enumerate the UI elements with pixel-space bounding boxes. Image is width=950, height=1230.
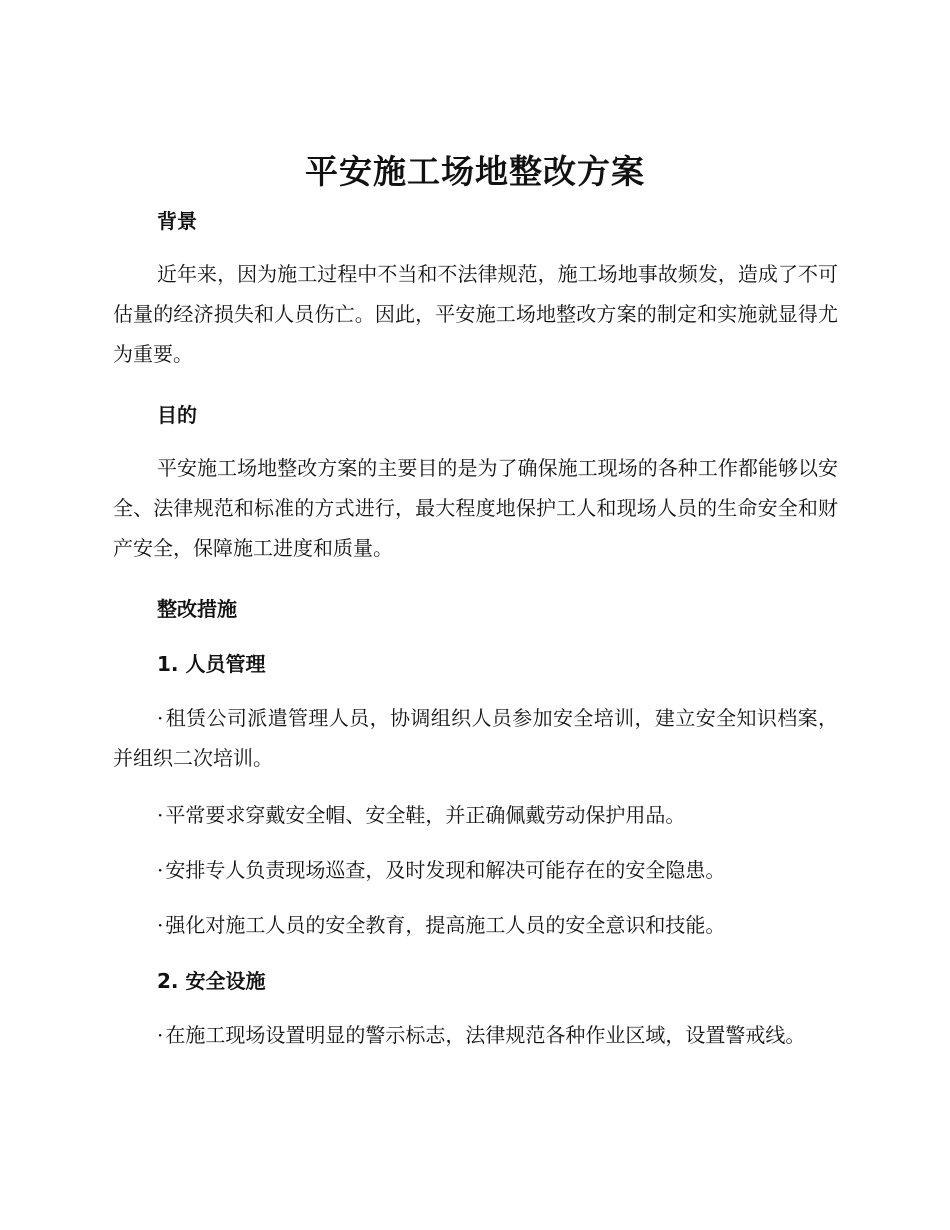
bullet-dot: ·	[157, 913, 164, 937]
section-heading-measures: 整改措施	[157, 597, 237, 621]
bullet-item	[113, 905, 838, 945]
bullet-item	[113, 1015, 838, 1055]
bullet-item	[113, 850, 838, 890]
bullet-text: 租赁公司派遣管理人员，协调组织人员参加安全培训，建立安全知识档案，并组织二次培训。	[113, 706, 838, 770]
subheading-personnel-management: 1. 人员管理	[157, 652, 266, 676]
bullet-text: 强化对施工人员的安全教育，提高施工人员的安全意识和技能。	[165, 913, 726, 937]
bullet-text: 平常要求穿戴安全帽、安全鞋，并正确佩戴劳动保护用品。	[165, 803, 686, 827]
bullet-item	[113, 698, 838, 778]
bullet-text: 安排专人负责现场巡查，及时发现和解决可能存在的安全隐患。	[165, 858, 726, 882]
bullet-text: 在施工现场设置明显的警示标志，法律规范各种作业区域，设置警戒线。	[165, 1023, 806, 1047]
subheading-safety-facilities: 2. 安全设施	[157, 969, 266, 993]
section-paragraph-background: 近年来，因为施工过程中不当和不法律规范，施工场地事故频发，造成了不可估量的经济损失和人员伤亡。因此，平安施工场地整改方案的制定和实施就显得尤为重要。	[113, 262, 838, 366]
document-title: 平安施工场地整改方案	[305, 152, 645, 191]
section-heading-background: 背景	[157, 209, 197, 233]
section-heading-purpose: 目的	[157, 403, 197, 427]
bullet-item	[113, 795, 838, 835]
bullet-dot: ·	[157, 706, 164, 730]
bullet-dot: ·	[157, 858, 164, 882]
bullet-dot: ·	[157, 1023, 164, 1047]
bullet-dot: ·	[157, 803, 164, 827]
section-paragraph-purpose: 平安施工场地整改方案的主要目的是为了确保施工现场的各种工作都能够以安全、法律规范和标准的方式进行，最大程度地保护工人和现场人员的生命安全和财产安全，保障施工进度和质量。	[113, 456, 838, 560]
